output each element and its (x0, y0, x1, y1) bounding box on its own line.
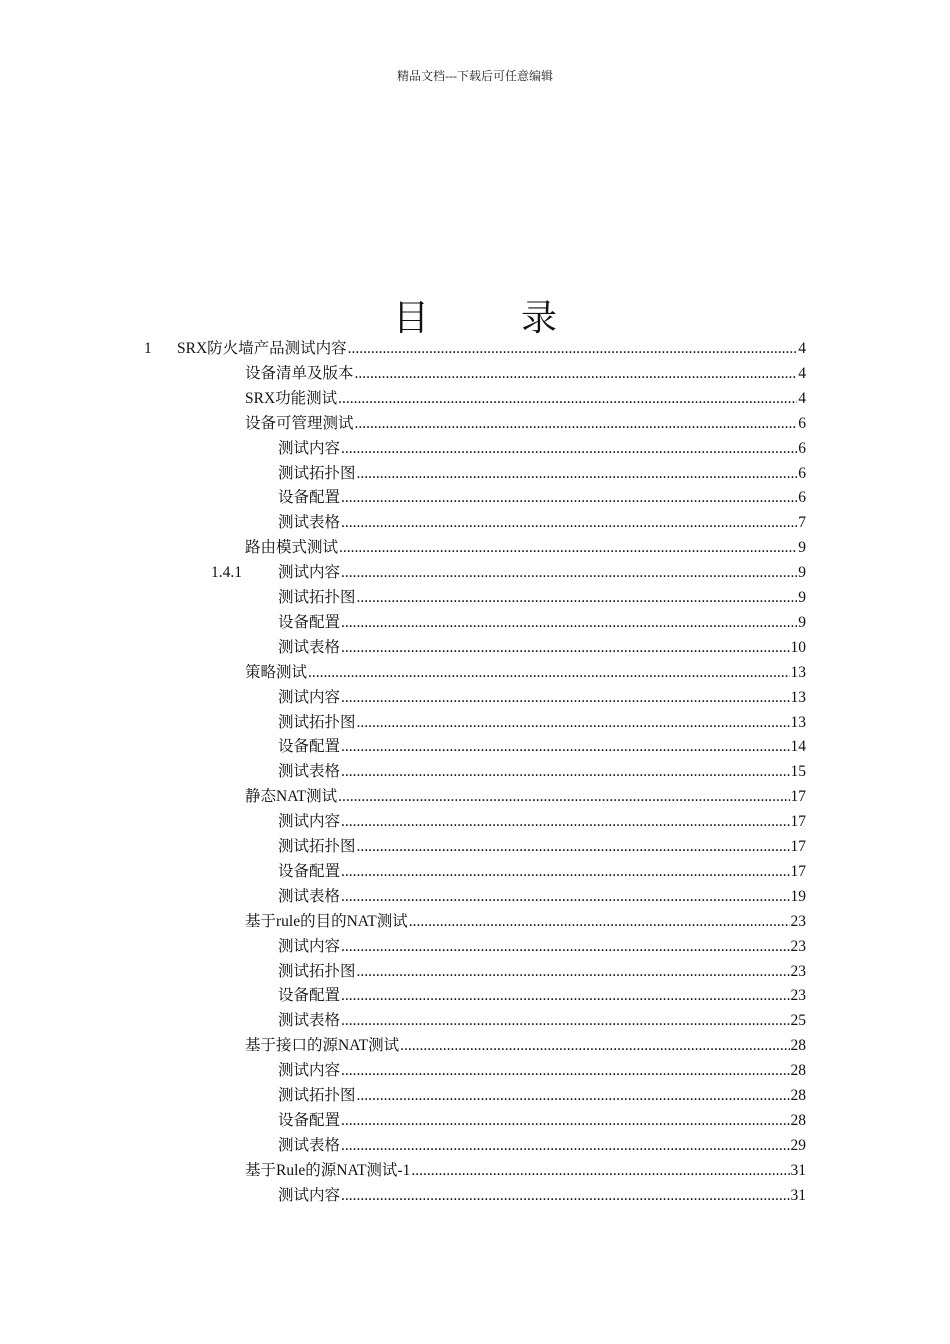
toc-entry[interactable] (0, 1033, 950, 1058)
toc-entry-page: 28 (790, 1087, 806, 1104)
toc-entry-page: 28 (790, 1037, 806, 1055)
toc-leader-dots (341, 1133, 789, 1158)
toc-entry-page: 6 (798, 464, 806, 482)
toc-entry-page: 23 (790, 912, 806, 930)
toc-leader-dots (338, 784, 789, 809)
toc-leader-dots (341, 734, 789, 759)
toc-entry[interactable] (0, 934, 950, 959)
toc-entry[interactable] (0, 1108, 950, 1133)
toc-entry-label: 测试表格 (278, 1136, 341, 1154)
toc-entry-page: 17 (790, 813, 806, 831)
toc-entry-label: 设备配置 (278, 862, 341, 880)
toc-entry[interactable] (0, 734, 950, 759)
toc-entry[interactable] (0, 859, 950, 884)
toc-entry-page: 25 (790, 1012, 806, 1030)
toc-leader-dots (341, 1058, 789, 1083)
toc-entry[interactable] (0, 1083, 950, 1108)
toc-entry-page: 4 (798, 389, 806, 407)
toc-entry-page: 4 (798, 364, 806, 382)
toc-entry-label: 设备清单及版本 (245, 364, 354, 382)
toc-entry-label: 设备配置 (278, 738, 341, 756)
toc-entry-label: 策略测试 (245, 663, 308, 681)
toc-entry-page: 13 (790, 663, 806, 681)
toc-entry-label: 测试内容 (278, 564, 341, 582)
toc-entry-label: 测试内容 (278, 937, 341, 955)
toc-entry-page: 14 (790, 738, 806, 756)
toc-entry-page: 4 (798, 340, 806, 357)
toc-entry-label: 测试内容 (278, 439, 341, 457)
toc-leader-dots (341, 759, 789, 784)
toc-entry-label: 设备配置 (278, 1111, 341, 1129)
toc-entry-page: 9 (798, 589, 806, 606)
toc-entry[interactable] (0, 784, 950, 809)
toc-leader-dots (341, 510, 797, 535)
toc-leader-dots (348, 336, 798, 361)
toc-leader-dots (341, 1183, 789, 1208)
page-header: 精品文档---下载后可任意编辑 (397, 69, 553, 83)
toc-leader-dots (338, 386, 797, 411)
toc-entry[interactable] (0, 809, 950, 834)
toc-entry[interactable] (0, 610, 950, 635)
toc-entry-page: 7 (798, 514, 806, 532)
toc-leader-dots (341, 485, 797, 510)
toc-entry[interactable] (0, 635, 950, 660)
toc-entry-label: 测试拓扑图 (278, 962, 356, 980)
toc-leader-dots (357, 585, 798, 610)
toc-leader-dots (355, 411, 798, 436)
toc-entry-label: 测试拓扑图 (278, 838, 356, 855)
toc-entry-page: 13 (790, 713, 806, 731)
toc-entry-page: 31 (790, 1161, 806, 1179)
toc-entry[interactable] (0, 436, 950, 461)
toc-entry[interactable] (0, 1133, 950, 1158)
toc-leader-dots (341, 685, 789, 710)
toc-leader-dots (411, 1158, 789, 1183)
toc-leader-dots (357, 959, 790, 984)
toc-leader-dots (357, 461, 798, 486)
toc-entry[interactable] (0, 411, 950, 436)
toc-entry[interactable] (0, 461, 950, 486)
toc-entry-page: 28 (790, 1062, 806, 1080)
toc-entry-label: SRX防火墙产品测试内容 (177, 340, 347, 357)
toc-entry-label: 静态NAT测试 (245, 788, 338, 806)
toc-entry-page: 17 (790, 788, 806, 806)
toc-entry[interactable] (0, 560, 950, 585)
toc-entry-label: 测试表格 (278, 514, 341, 532)
toc-entry-label: 测试内容 (278, 1186, 341, 1204)
toc-leader-dots (341, 436, 797, 461)
toc-entry-label: 测试表格 (278, 763, 341, 781)
toc-entry-page: 6 (798, 439, 806, 457)
toc-entry-page: 13 (790, 688, 806, 706)
toc-leader-dots (341, 635, 789, 660)
toc-entry-page: 9 (798, 613, 806, 631)
toc-leader-dots (341, 560, 797, 585)
toc-leader-dots (341, 983, 789, 1008)
toc-entry-label: 基于Rule的源NAT测试-1 (245, 1161, 411, 1179)
toc-leader-dots (400, 1033, 789, 1058)
toc-title: 目 录 (392, 298, 585, 338)
toc-entry-page: 10 (790, 638, 806, 656)
toc-leader-dots (357, 1083, 790, 1108)
toc-leader-dots (341, 610, 797, 635)
toc-leader-dots (339, 535, 797, 560)
toc-entry[interactable] (0, 759, 950, 784)
toc-leader-dots (357, 834, 790, 859)
toc-leader-dots (341, 809, 789, 834)
toc-entry-page: 15 (790, 763, 806, 781)
toc-entry-page: 31 (790, 1186, 806, 1204)
toc-entry-label: 设备配置 (278, 489, 341, 507)
toc-entry-label: 基于接口的源NAT测试 (245, 1037, 400, 1055)
toc-entry-number: 1 (144, 340, 152, 357)
toc-entry-page: 23 (790, 937, 806, 955)
toc-entry-label: 测试内容 (278, 813, 341, 831)
toc-entry-page: 23 (790, 962, 806, 980)
toc-entry[interactable] (0, 1158, 950, 1183)
toc-entry-label: 设备配置 (278, 987, 341, 1005)
toc-entry[interactable] (0, 361, 950, 386)
toc-entry[interactable] (0, 959, 950, 984)
toc-entry-page: 6 (798, 414, 806, 432)
toc-entry[interactable] (0, 660, 950, 685)
toc-entry-label: 测试拓扑图 (278, 589, 356, 606)
toc-leader-dots (341, 1108, 789, 1133)
toc-entry-label: 测试表格 (278, 1012, 341, 1030)
toc-entry-label: 测试表格 (278, 887, 341, 905)
toc-entry-label: 基于rule的目的NAT测试 (245, 912, 408, 930)
toc-leader-dots (341, 1008, 789, 1033)
toc-leader-dots (341, 859, 789, 884)
toc-entry[interactable] (0, 1183, 950, 1208)
toc-entry-page: 29 (790, 1136, 806, 1154)
toc-entry-label: 测试内容 (278, 688, 341, 706)
toc-entry-number: 1.4.1 (211, 564, 242, 582)
toc-entry-label: 设备可管理测试 (245, 414, 354, 432)
toc-entry-page: 28 (790, 1111, 806, 1129)
toc-entry[interactable] (0, 386, 950, 411)
toc-entry[interactable] (0, 1058, 950, 1083)
toc-entry-label: 测试拓扑图 (278, 713, 356, 731)
toc-entry-label: 路由模式测试 (245, 539, 339, 557)
toc-entry-page: 23 (790, 987, 806, 1005)
toc-entry-label: 测试拓扑图 (278, 464, 356, 482)
toc-leader-dots (341, 934, 789, 959)
toc-entry-page: 9 (798, 564, 806, 582)
toc-entry-page: 9 (798, 539, 806, 557)
toc-entry-page: 6 (798, 489, 806, 507)
toc-entry[interactable] (0, 685, 950, 710)
toc-leader-dots (409, 909, 790, 934)
toc-entry-label: 设备配置 (278, 613, 341, 631)
toc-leader-dots (355, 361, 798, 386)
toc-entry-label: 测试表格 (278, 638, 341, 656)
toc-entry[interactable] (0, 710, 950, 735)
toc-entry-page: 19 (790, 887, 806, 905)
toc-entry[interactable] (0, 485, 950, 510)
toc-entry-label: 测试内容 (278, 1062, 341, 1080)
toc-entry[interactable] (0, 884, 950, 909)
toc-leader-dots (341, 884, 789, 909)
toc-entry[interactable] (0, 585, 950, 610)
toc-entry-label: 测试拓扑图 (278, 1087, 356, 1104)
toc-entry[interactable] (0, 834, 950, 859)
toc-entry[interactable] (0, 1008, 950, 1033)
toc-leader-dots (308, 660, 789, 685)
toc-entry-page: 17 (790, 862, 806, 880)
toc-entry[interactable] (0, 336, 950, 361)
toc-leader-dots (357, 710, 790, 735)
toc-entry-page: 17 (790, 838, 806, 855)
toc-entry[interactable] (0, 909, 950, 934)
toc-entry[interactable] (0, 510, 950, 535)
toc-entry-label: SRX功能测试 (245, 389, 338, 407)
toc-entry[interactable] (0, 983, 950, 1008)
toc-entry[interactable] (0, 535, 950, 560)
